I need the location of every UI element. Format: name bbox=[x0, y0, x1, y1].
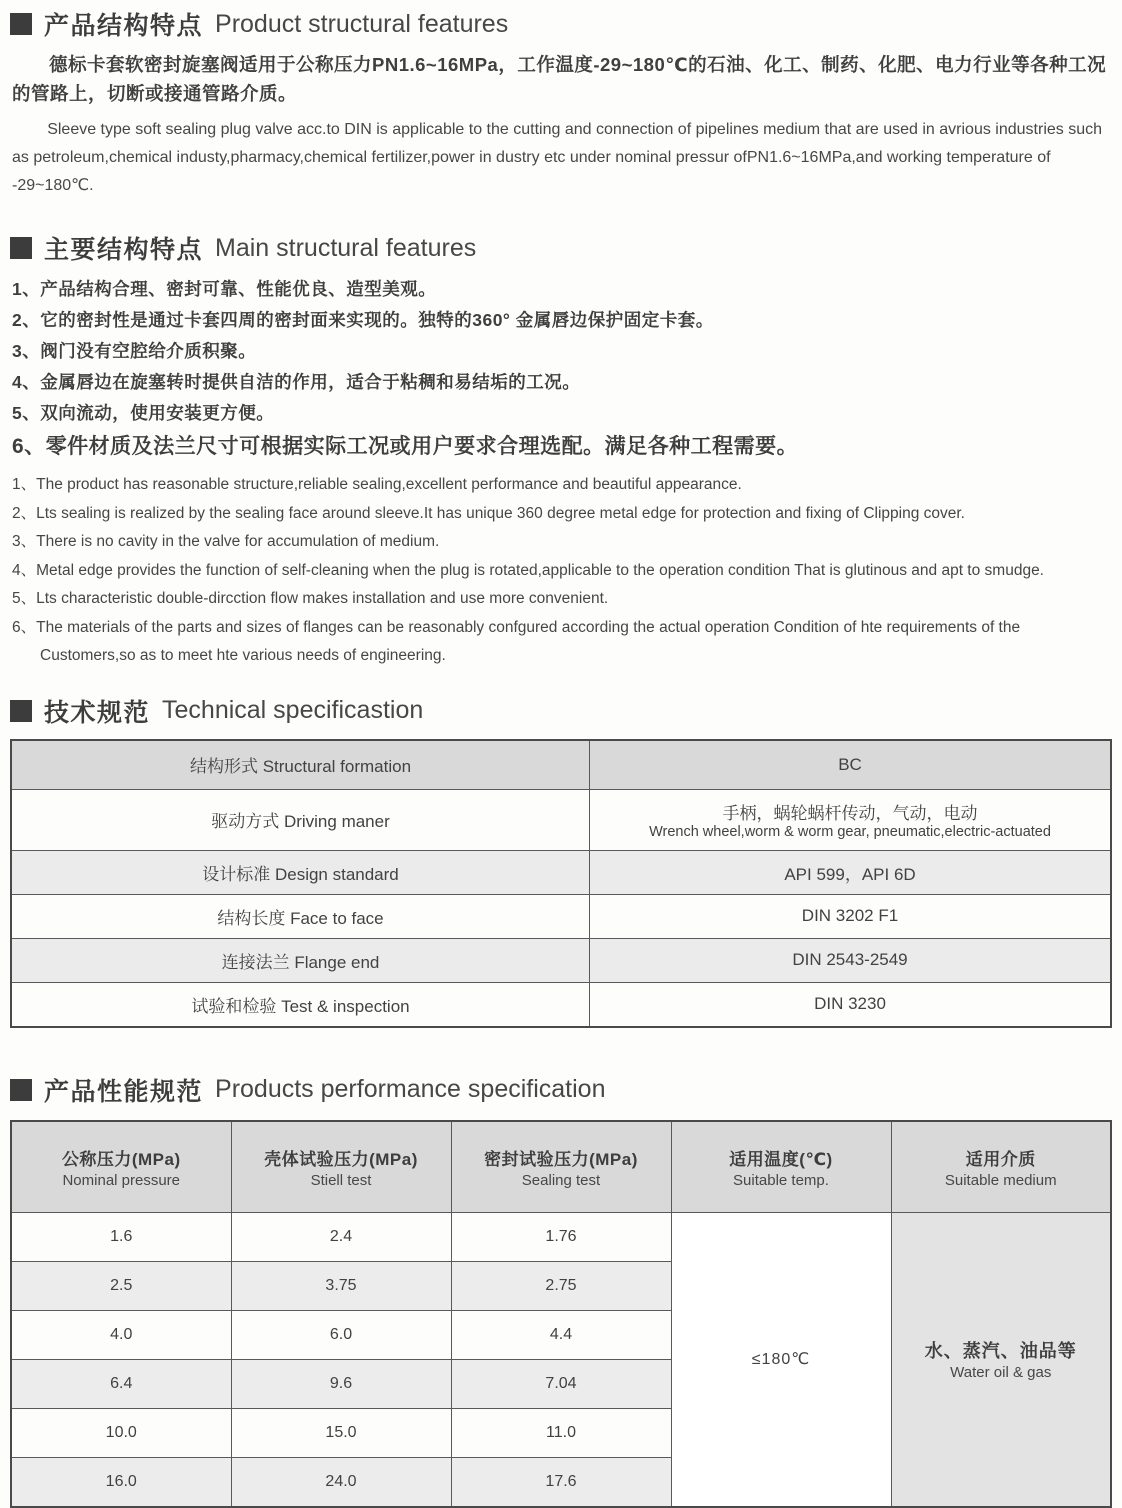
cell-sealing-test: 11.0 bbox=[451, 1408, 671, 1457]
header-en: Suitable medium bbox=[944, 1171, 1057, 1189]
square-bullet-icon bbox=[10, 237, 32, 259]
section-heading-en: Main structural features bbox=[215, 233, 477, 262]
feature-item-cn-3: 3、阀门没有空腔给介质积聚。 bbox=[12, 341, 257, 361]
table-row bbox=[11, 1212, 1111, 1261]
intro-paragraph-english: Sleeve type soft sealing plug valve acc.to DIN is applicable to the cutting and connection of pipelines medium that are used in avrious industries such as petroleum,chemical industy,pharmacy,chemical fertilizer,power in dustry etc under nominal pressur ofPN1.6~16MPa,and working temperature of -29~180℃. bbox=[12, 121, 1103, 194]
feature-list-english bbox=[12, 471, 1112, 671]
feature-item-en-2: 2、Lts sealing is realized by the sealing face around sleeve.It has unique 360 degree metal edge for protection and fixing of Clipping cover. bbox=[12, 504, 965, 522]
feature-list-chinese bbox=[12, 274, 1112, 465]
section-heading-cn: 技术规范 bbox=[44, 698, 151, 727]
cell-nominal-pressure: 6.4 bbox=[11, 1359, 231, 1408]
spec-label: 驱动方式 Driving maner bbox=[11, 789, 590, 850]
header-en: Sealing test bbox=[521, 1171, 601, 1189]
cell-nominal-pressure: 4.0 bbox=[11, 1310, 231, 1359]
table-row bbox=[11, 740, 1111, 790]
column-header-shell-test bbox=[231, 1121, 451, 1213]
cell-suitable-temp: ≤180℃ bbox=[671, 1212, 891, 1507]
section-heading-product-structural-features bbox=[10, 6, 1112, 42]
header-en: Suitable temp. bbox=[733, 1171, 829, 1189]
intro-paragraph-chinese: 德标卡套软密封旋塞阀适用于公称压力PN1.6~16MPa，工作温度-29~180℃的石油、化工、制药、化肥、电力行业等各种工况的管路上，切断或接通管路介质。 bbox=[12, 54, 1107, 104]
feature-item-cn-4: 4、金属唇边在旋塞转时提供自洁的作用，适合于粘稠和易结垢的工况。 bbox=[12, 372, 581, 392]
cell-shell-test: 2.4 bbox=[231, 1212, 451, 1261]
spec-value: API 599，API 6D bbox=[590, 850, 1112, 894]
technical-spec-table bbox=[10, 739, 1112, 1028]
cell-sealing-test: 2.75 bbox=[451, 1261, 671, 1310]
section-heading-cn: 产品结构特点 bbox=[44, 12, 204, 40]
feature-item-cn-1: 1、产品结构合理、密封可靠、性能优良、造型美观。 bbox=[12, 279, 437, 299]
square-bullet-icon bbox=[10, 700, 32, 722]
section-heading-products-performance bbox=[10, 1072, 1112, 1108]
column-header-nominal-pressure bbox=[11, 1121, 231, 1213]
table-row bbox=[11, 850, 1111, 894]
medium-cn: 水、蒸汽、油品等 bbox=[924, 1341, 1077, 1361]
table-row bbox=[11, 982, 1111, 1027]
table-header-row bbox=[11, 1121, 1111, 1213]
cell-nominal-pressure: 2.5 bbox=[11, 1261, 231, 1310]
square-bullet-icon bbox=[10, 1079, 32, 1101]
section-heading-en: Product structural features bbox=[215, 9, 509, 38]
feature-item-en-1: 1、The product has reasonable structure,reliable sealing,excellent performance and beautiful appearance. bbox=[12, 476, 742, 493]
spec-value: DIN 3202 F1 bbox=[590, 894, 1112, 938]
feature-item-en-5: 5、Lts characteristic double-dircction flow makes installation and use more convenient. bbox=[12, 590, 609, 607]
section-heading-cn: 产品性能规范 bbox=[44, 1077, 204, 1106]
header-cn: 适用介质 bbox=[965, 1149, 1036, 1169]
header-cn: 公称压力(MPa) bbox=[61, 1149, 181, 1169]
table-row bbox=[11, 938, 1111, 982]
header-cn: 适用温度(℃) bbox=[729, 1149, 833, 1169]
section-heading-cn: 主要结构特点 bbox=[44, 236, 204, 264]
feature-item-en-4: 4、Metal edge provides the function of self-cleaning when the plug is rotated,applicable to the operation condition That is glutinous and apt to smudge. bbox=[12, 561, 1044, 579]
cell-shell-test: 24.0 bbox=[231, 1457, 451, 1507]
cell-sealing-test: 17.6 bbox=[451, 1457, 671, 1507]
spec-label: 连接法兰 Flange end bbox=[11, 938, 590, 982]
column-header-suitable-medium bbox=[891, 1121, 1111, 1213]
spec-value bbox=[590, 789, 1112, 850]
feature-item-en-3: 3、There is no cavity in the valve for accumulation of medium. bbox=[12, 533, 440, 550]
cell-suitable-medium bbox=[891, 1212, 1111, 1507]
feature-item-en-6: 6、The materials of the parts and sizes of flanges can be reasonably confgured according the actual operation Condition of hte requirements of the Customers,so as to meet hte various needs of engineering. bbox=[12, 618, 1021, 664]
spec-label: 结构形式 Structural formation bbox=[11, 740, 590, 790]
header-en: Nominal pressure bbox=[62, 1171, 181, 1189]
square-bullet-icon bbox=[10, 13, 32, 35]
cell-shell-test: 6.0 bbox=[231, 1310, 451, 1359]
spec-value: BC bbox=[590, 740, 1112, 790]
table-row bbox=[11, 894, 1111, 938]
cell-sealing-test: 7.04 bbox=[451, 1359, 671, 1408]
spec-label: 试验和检验 Test & inspection bbox=[11, 982, 590, 1027]
section-heading-main-structural-features bbox=[10, 230, 1112, 266]
cell-nominal-pressure: 16.0 bbox=[11, 1457, 231, 1507]
section-heading-en: Products performance specification bbox=[215, 1075, 606, 1103]
column-header-sealing-test bbox=[451, 1121, 671, 1213]
header-en: Stiell test bbox=[310, 1171, 372, 1189]
spec-value: DIN 3230 bbox=[590, 982, 1112, 1027]
cell-nominal-pressure: 10.0 bbox=[11, 1408, 231, 1457]
spec-value: DIN 2543-2549 bbox=[590, 938, 1112, 982]
cell-shell-test: 15.0 bbox=[231, 1408, 451, 1457]
medium-en: Water oil & gas bbox=[950, 1364, 1052, 1381]
feature-item-cn-5: 5、双向流动，使用安装更方便。 bbox=[12, 403, 275, 423]
feature-item-cn-2: 2、它的密封性是通过卡套四周的密封面来实现的。独特的360° 金属唇边保护固定卡套。 bbox=[12, 310, 714, 330]
cell-nominal-pressure: 1.6 bbox=[11, 1212, 231, 1261]
column-header-suitable-temp bbox=[671, 1121, 891, 1213]
performance-spec-table bbox=[10, 1120, 1112, 1508]
cell-sealing-test: 4.4 bbox=[451, 1310, 671, 1359]
cell-sealing-test: 1.76 bbox=[451, 1212, 671, 1261]
spec-label: 结构长度 Face to face bbox=[11, 894, 590, 938]
section-heading-technical-specification bbox=[10, 693, 1112, 729]
feature-item-cn-6: 6、零件材质及法兰尺寸可根据实际工况或用户要求合理选配。满足各种工程需要。 bbox=[12, 435, 799, 458]
cell-shell-test: 3.75 bbox=[231, 1261, 451, 1310]
header-cn: 壳体试验压力(MPa) bbox=[264, 1149, 418, 1169]
spec-value-en: Wrench wheel,worm & worm gear, pneumatic,electric-actuated bbox=[649, 823, 1051, 840]
spec-label: 设计标准 Design standard bbox=[11, 850, 590, 894]
table-row bbox=[11, 789, 1111, 850]
header-cn: 密封试验压力(MPa) bbox=[484, 1149, 638, 1169]
cell-shell-test: 9.6 bbox=[231, 1359, 451, 1408]
section-heading-en: Technical specificastion bbox=[162, 696, 424, 724]
spec-value-cn: 手柄，蜗轮蜗杆传动，气动，电动 bbox=[722, 803, 978, 823]
